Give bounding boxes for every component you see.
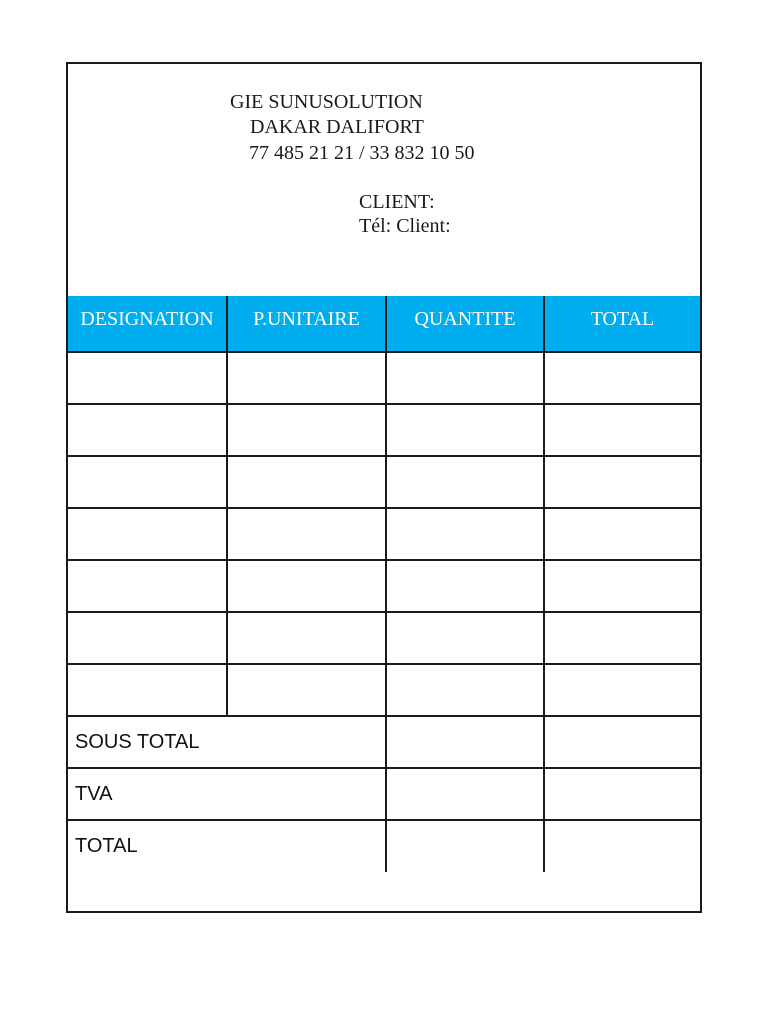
unit-price-cell[interactable] bbox=[227, 352, 386, 404]
quantity-cell[interactable] bbox=[386, 664, 544, 716]
table-row bbox=[68, 560, 700, 612]
designation-cell[interactable] bbox=[68, 508, 227, 560]
table-row bbox=[68, 456, 700, 508]
designation-cell[interactable] bbox=[68, 404, 227, 456]
table-header-row bbox=[68, 296, 700, 352]
header-quantity: QUANTITE bbox=[386, 296, 544, 352]
subtotal-row bbox=[68, 716, 700, 768]
client-tel-label: Tél: Client: bbox=[359, 215, 451, 237]
grand-total-row bbox=[68, 820, 700, 872]
line-total-cell[interactable] bbox=[544, 456, 700, 508]
unit-price-cell[interactable] bbox=[227, 456, 386, 508]
company-name: GIE SUNUSOLUTION bbox=[230, 91, 423, 113]
quantity-cell[interactable] bbox=[386, 404, 544, 456]
invoice-header bbox=[68, 64, 700, 296]
tva-row bbox=[68, 768, 700, 820]
quantity-cell[interactable] bbox=[386, 352, 544, 404]
line-total-cell[interactable] bbox=[544, 664, 700, 716]
designation-cell[interactable] bbox=[68, 612, 227, 664]
quantity-cell[interactable] bbox=[386, 508, 544, 560]
invoice-sheet bbox=[66, 62, 702, 913]
subtotal-value-cell[interactable] bbox=[544, 716, 700, 768]
unit-price-cell[interactable] bbox=[227, 404, 386, 456]
table-row bbox=[68, 664, 700, 716]
unit-price-cell[interactable] bbox=[227, 508, 386, 560]
line-total-cell[interactable] bbox=[544, 404, 700, 456]
unit-price-cell[interactable] bbox=[227, 612, 386, 664]
subtotal-label: SOUS TOTAL bbox=[68, 716, 386, 768]
designation-cell[interactable] bbox=[68, 352, 227, 404]
table-row bbox=[68, 404, 700, 456]
header-unit-price: P.UNITAIRE bbox=[227, 296, 386, 352]
table-row bbox=[68, 352, 700, 404]
quantity-cell[interactable] bbox=[386, 560, 544, 612]
header-total: TOTAL bbox=[544, 296, 700, 352]
designation-cell[interactable] bbox=[68, 664, 227, 716]
tva-label: TVA bbox=[68, 768, 386, 820]
unit-price-cell[interactable] bbox=[227, 560, 386, 612]
table-row bbox=[68, 612, 700, 664]
line-total-cell[interactable] bbox=[544, 352, 700, 404]
header-designation: DESIGNATION bbox=[68, 296, 227, 352]
table-row bbox=[68, 508, 700, 560]
subtotal-quantity-cell[interactable] bbox=[386, 716, 544, 768]
company-address: DAKAR DALIFORT bbox=[250, 116, 424, 138]
quantity-cell[interactable] bbox=[386, 612, 544, 664]
quantity-cell[interactable] bbox=[386, 456, 544, 508]
tva-quantity-cell[interactable] bbox=[386, 768, 544, 820]
line-total-cell[interactable] bbox=[544, 508, 700, 560]
line-total-cell[interactable] bbox=[544, 612, 700, 664]
grand-total-label: TOTAL bbox=[68, 820, 386, 872]
grand-total-value-cell[interactable] bbox=[544, 820, 700, 872]
line-total-cell[interactable] bbox=[544, 560, 700, 612]
tva-value-cell[interactable] bbox=[544, 768, 700, 820]
designation-cell[interactable] bbox=[68, 456, 227, 508]
grand-total-quantity-cell[interactable] bbox=[386, 820, 544, 872]
unit-price-cell[interactable] bbox=[227, 664, 386, 716]
designation-cell[interactable] bbox=[68, 560, 227, 612]
company-phones: 77 485 21 21 / 33 832 10 50 bbox=[249, 142, 475, 164]
client-label: CLIENT: bbox=[359, 191, 435, 213]
items-table bbox=[68, 296, 700, 872]
